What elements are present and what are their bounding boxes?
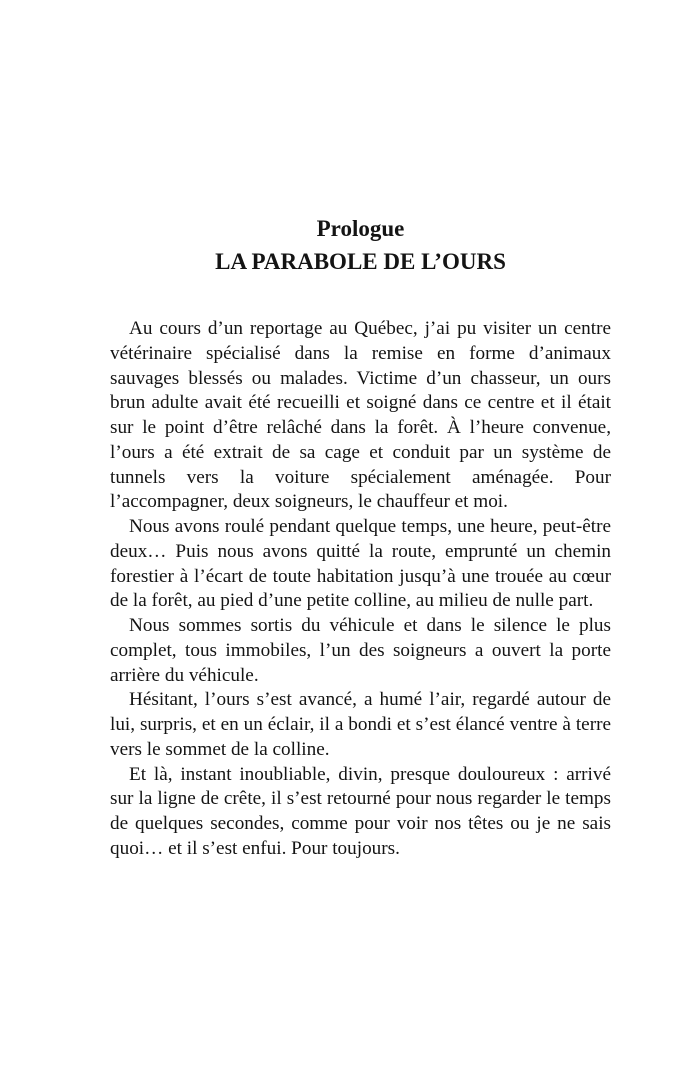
chapter-body — [110, 317, 611, 862]
paragraph: Au cours d’un reportage au Québec, j’ai pu visiter un centre vétérinaire spécialisé dans la remise en forme d’animaux sauvages blessés ou malades. Victime d’un chasseur, un ours brun adulte avait été recueilli et soigné dans ce centre et il était sur le point d’être relâché dans la forêt. À l’heure convenue, l’ours a été extrait de sa cage et conduit par un système de tunnels vers la voiture spécialement aménagée. Pour l’accompagner, deux soigneurs, le chauffeur et moi. — [110, 318, 611, 513]
paragraph: Nous avons roulé pendant quelque temps, une heure, peut-être deux… Puis nous avons quitté la route, emprunté un chemin forestier à l’écart de toute habitation jusqu’à une trouée au cœur de la forêt, au pied d’une petite colline, au milieu de nulle part. — [110, 516, 611, 612]
chapter-title: Prologue — [316, 216, 405, 241]
paragraph: Et là, instant inoubliable, divin, presque douloureux : arrivé sur la ligne de crête, il s’est retourné pour nous regarder le temps de quelques secondes, comme pour voir nos têtes ou je ne sais quoi… et il s’est enfui. Pour toujours. — [110, 763, 611, 859]
paragraph: Hésitant, l’ours s’est avancé, a humé l’air, regardé autour de lui, surpris, et en un éclair, il a bondi et s’est élancé ventre à terre vers le sommet de la colline. — [110, 689, 611, 760]
paragraph: Nous sommes sortis du véhicule et dans le silence le plus complet, tous immobiles, l’un des soigneurs a ouvert la porte arrière du véhicule. — [110, 615, 611, 686]
chapter-heading — [110, 212, 611, 278]
chapter-subtitle: LA PARABOLE DE L’OURS — [215, 249, 506, 274]
